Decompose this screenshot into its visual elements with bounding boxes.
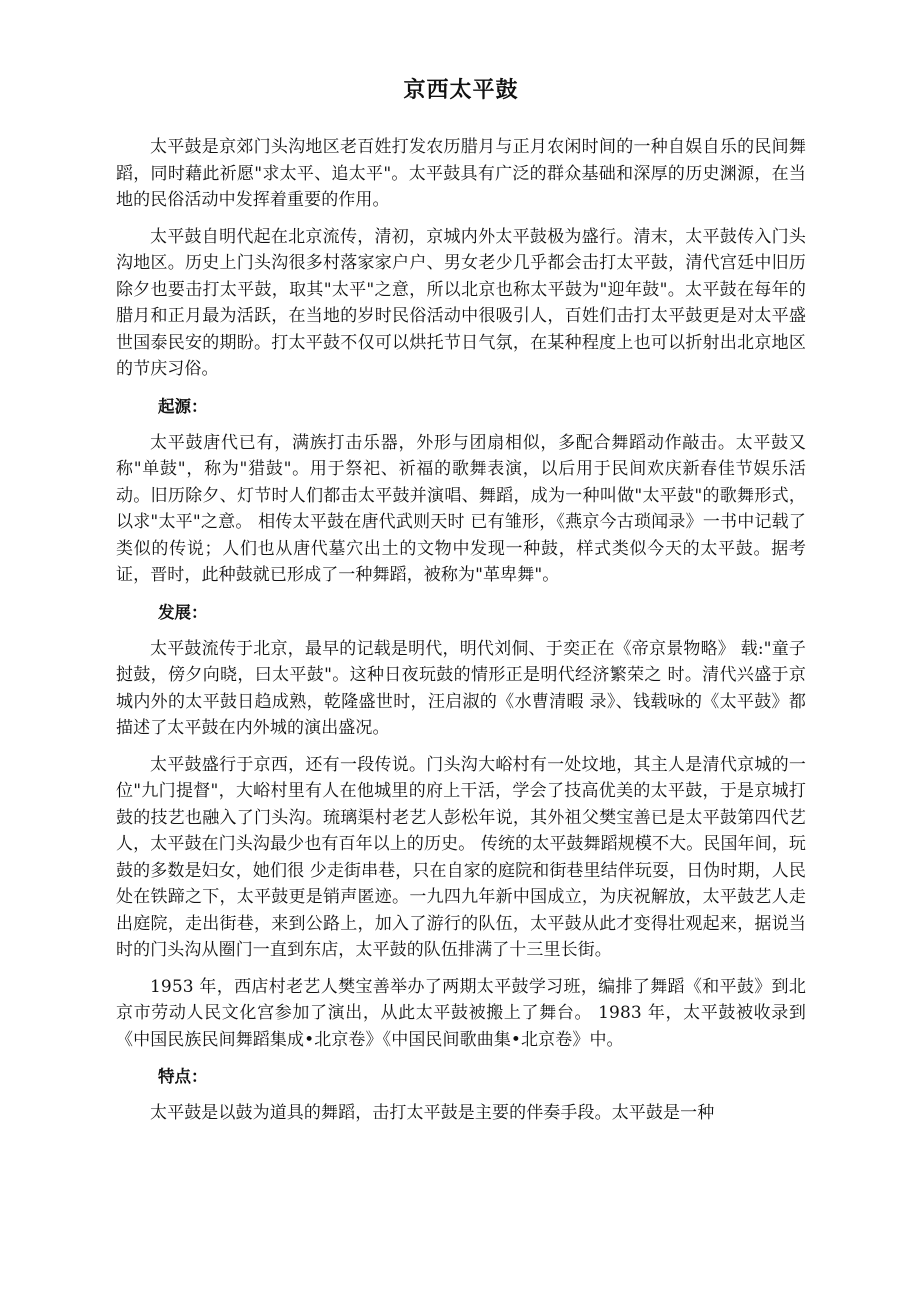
development-paragraph-3: 1953 年，西店村老艺人樊宝善举办了两期太平鼓学习班，编排了舞蹈《和平鼓》到北京市劳动人民文化宫参加了演出，从此太平鼓被搬上了舞台。 1983 年，太平鼓被收录到《中国民族民间舞蹈集成•北京卷》《中国民间歌曲集•北京卷》中。	[116, 976, 806, 1050]
section-heading-features: 特点：	[158, 1067, 208, 1086]
section-heading-origin: 起源：	[158, 396, 208, 416]
section-heading-development: 发展：	[158, 602, 208, 622]
features-paragraph-1: 太平鼓是以鼓为道具的舞蹈，击打太平鼓是主要的伴奏手段。太平鼓是一种	[150, 1103, 715, 1123]
origin-paragraph-1: 太平鼓唐代已有，满族打击乐器，外形与团扇相似，多配合舞蹈动作敲击。太平鼓又称"单鼓"，称为"猎鼓"。用于祭祀、祈福的歌舞表演，以后用于民间欢庆新春佳节娱乐活动。旧历除夕、灯节时人们都击太平鼓并演唱、舞蹈，成为一种叫做"太平鼓"的歌舞形式，以求"太平"之意。 相传太平鼓在唐代武则天时 已有雏形，《燕京今古琐闻录》一书中记载了类似的传说；人们也从唐代墓穴出土的文物中发现一种鼓，样式类似今天的太平鼓。据考证，晋时，此种鼓就已形成了一种舞蹈，被称为"革卑舞"。	[116, 432, 806, 585]
development-paragraph-2: 太平鼓盛行于京西，还有一段传说。门头沟大峪村有一处坟地，其主人是清代京城的一位"九门提督"，大峪村里有人在他城里的府上干活，学会了技高优美的太平鼓，于是京城打鼓的技艺也融入了门头沟。琉璃渠村老艺人彭松年说，其外祖父樊宝善已是太平鼓第四代艺人，太平鼓在门头沟最少也有百年以上的历史。 传统的太平鼓舞蹈规模不大。民国年间，玩鼓的多数是妇女，她们很 少走街串巷，只在自家的庭院和街巷里结伴玩耍，日伪时期，人民处在铁蹄之下，太平鼓更是销声匿迹。一九四九年新中国成立，为庆祝解放，太平鼓艺人走出庭院，走出街巷，来到公路上，加入了游行的队伍，太平鼓从此才变得壮观起来，据说当时的门头沟从圈门一直到东店，太平鼓的队伍排满了十三里长街。	[116, 754, 806, 960]
intro-paragraph-2: 太平鼓自明代起在北京流传，清初，京城内外太平鼓极为盛行。清末，太平鼓传入门头沟地区。历史上门头沟很多村落家家户户、男女老少几乎都会击打太平鼓，清代宫廷中旧历除夕也要击打太平鼓，取其"太平"之意，所以北京也称太平鼓为"迎年鼓"。太平鼓在每年的腊月和正月最为活跃，在当地的岁时民俗活动中很吸引人，百姓们击打太平鼓更是对太平盛世国泰民安的期盼。打太平鼓不仅可以烘托节日气氛，在某种程度上也可以折射出北京地区的节庆习俗。	[116, 226, 806, 379]
development-paragraph-1: 太平鼓流传于北京，最早的记载是明代，明代刘侗、于奕正在《帝京景物略》 载:"童子挝鼓，傍夕向晓，曰太平鼓"。这种日夜玩鼓的情形正是明代经济繁荣之 时。清代兴盛于京城内外的太平鼓日趋成熟，乾隆盛世时，汪启淑的《水曹清暇 录》、钱载咏的《太平鼓》都描述了太平鼓在内外城的演出盛况。	[116, 638, 806, 738]
intro-paragraph-1: 太平鼓是京郊门头沟地区老百姓打发农历腊月与正月农闲时间的一种自娱自乐的民间舞蹈，同时藉此祈愿"求太平、追太平"。太平鼓具有广泛的群众基础和深厚的历史渊源，在当地的民俗活动中发挥着重要的作用。	[116, 137, 806, 210]
document-page	[116, 0, 806, 1127]
document-title: 京西太平鼓	[403, 78, 519, 103]
